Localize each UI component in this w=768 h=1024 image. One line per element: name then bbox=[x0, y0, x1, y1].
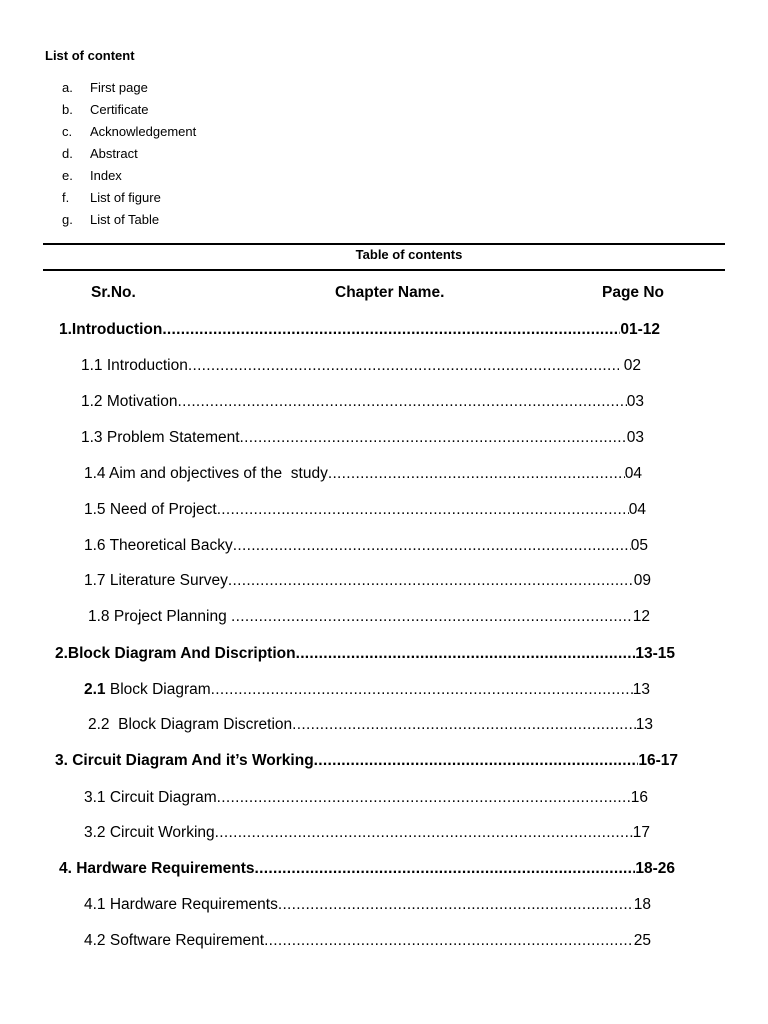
toc-entry-title bbox=[81, 392, 178, 412]
toc-entry-text: 1.4 Aim and objectives of the study bbox=[84, 465, 328, 482]
toc-entry-page: 03 bbox=[626, 393, 644, 410]
toc-entry-page: 25 bbox=[633, 932, 651, 949]
dot-leader bbox=[264, 931, 634, 951]
toc-entry-title bbox=[88, 715, 292, 735]
list-item bbox=[62, 124, 196, 146]
toc-entry-text: 3. Circuit Diagram And it’s Working bbox=[55, 752, 314, 769]
column-header-chapter: Chapter Name. bbox=[335, 284, 445, 301]
toc-entry-title bbox=[55, 644, 296, 664]
toc-section-row bbox=[88, 607, 650, 627]
list-item bbox=[62, 190, 196, 212]
list-item-label: Abstract bbox=[90, 146, 138, 161]
toc-entry-page: 02 bbox=[619, 357, 641, 374]
toc-section-row bbox=[84, 823, 650, 843]
toc-chapter-row bbox=[59, 320, 660, 340]
toc-entry-page: 04 bbox=[628, 501, 646, 518]
toc-entry-page: 12 bbox=[632, 608, 650, 625]
list-item-marker: b. bbox=[62, 102, 73, 117]
list-item-label: First page bbox=[90, 80, 148, 95]
dot-leader bbox=[188, 356, 620, 376]
list-item bbox=[62, 168, 196, 190]
list-item-label: List of Table bbox=[90, 212, 160, 227]
toc-entry-text: 1.Introduction bbox=[59, 321, 163, 338]
toc-section-row bbox=[88, 715, 653, 735]
dot-leader bbox=[162, 320, 620, 340]
list-item-marker: e. bbox=[62, 168, 73, 183]
toc-entry-text: 1.3 Problem Statement bbox=[81, 429, 240, 446]
toc-section-row bbox=[84, 788, 648, 808]
toc-entry-page: 13 bbox=[632, 681, 650, 698]
dot-leader bbox=[231, 607, 633, 627]
toc-entry-page: 13-15 bbox=[635, 645, 675, 662]
table-of-contents-heading: Table of contents bbox=[355, 247, 463, 262]
toc-entry-title bbox=[81, 356, 188, 376]
toc-entry-title bbox=[84, 931, 264, 951]
toc-section-row bbox=[84, 680, 650, 700]
dot-leader bbox=[233, 536, 631, 556]
column-header-page: Page No bbox=[602, 284, 665, 301]
toc-entry-title bbox=[84, 680, 211, 700]
toc-section-row bbox=[84, 464, 642, 484]
toc-entry-page: 18 bbox=[633, 896, 651, 913]
toc-entry-title bbox=[59, 859, 255, 879]
list-item bbox=[62, 80, 196, 102]
dot-leader bbox=[217, 500, 629, 520]
toc-entry-page: 18-26 bbox=[635, 860, 675, 877]
toc-entry-page: 01-12 bbox=[620, 321, 660, 338]
dot-leader bbox=[178, 392, 627, 412]
toc-section-row bbox=[81, 392, 644, 412]
toc-section-row bbox=[81, 356, 641, 376]
toc-entry-title bbox=[55, 751, 314, 771]
dot-leader bbox=[255, 859, 636, 879]
dot-leader bbox=[228, 571, 634, 591]
toc-section-row bbox=[84, 931, 651, 951]
toc-entry-text: 1.6 Theoretical Backy bbox=[84, 537, 233, 554]
top-rule bbox=[43, 243, 725, 245]
toc-chapter-row bbox=[55, 644, 675, 664]
toc-entry-text: 4.2 Software Requirement bbox=[84, 932, 265, 949]
toc-entry-title bbox=[59, 320, 162, 340]
dot-leader bbox=[292, 715, 636, 735]
dot-leader bbox=[278, 895, 634, 915]
toc-section-row bbox=[84, 500, 646, 520]
toc-entry-page: 13 bbox=[635, 716, 653, 733]
toc-entry-page: 16-17 bbox=[638, 752, 678, 769]
toc-entry-page: 04 bbox=[624, 465, 642, 482]
toc-entry-text: 2.Block Diagram And Discription bbox=[55, 645, 296, 662]
toc-entry-title bbox=[84, 571, 228, 591]
dot-leader bbox=[240, 428, 627, 448]
toc-entry-page: 09 bbox=[633, 572, 651, 589]
toc-entry-text: 1.2 Motivation bbox=[81, 393, 178, 410]
toc-entry-title bbox=[84, 895, 278, 915]
toc-entry-text: 1.7 Literature Survey bbox=[84, 572, 228, 589]
list-item-marker: c. bbox=[62, 124, 73, 139]
toc-entry-text: Block Diagram bbox=[105, 681, 211, 698]
toc-section-row bbox=[84, 571, 651, 591]
list-item-label: Acknowledgement bbox=[90, 124, 197, 139]
toc-chapter-row bbox=[59, 859, 675, 879]
toc-entry-text: 3.1 Circuit Diagram bbox=[84, 789, 217, 806]
dot-leader bbox=[296, 644, 636, 664]
dot-leader bbox=[215, 823, 633, 843]
toc-entry-text: 1.5 Need of Project bbox=[84, 501, 217, 518]
list-item-label: List of figure bbox=[90, 190, 161, 205]
column-header-srno: Sr.No. bbox=[91, 284, 136, 301]
list-item-marker: d. bbox=[62, 146, 73, 161]
list-of-content-heading: List of content bbox=[45, 48, 135, 63]
toc-section-row bbox=[84, 895, 651, 915]
bottom-rule bbox=[43, 269, 725, 271]
list-item-label: Certificate bbox=[90, 102, 149, 117]
dot-leader bbox=[328, 464, 625, 484]
toc-entry-page: 05 bbox=[630, 537, 648, 554]
toc-entry-text: 4.1 Hardware Requirements bbox=[84, 896, 278, 913]
toc-entry-text: 3.2 Circuit Working bbox=[84, 824, 215, 841]
list-item bbox=[62, 146, 196, 168]
list-item bbox=[62, 102, 196, 124]
list-item-marker: f. bbox=[62, 190, 70, 205]
dot-leader bbox=[314, 751, 639, 771]
toc-entry-title bbox=[84, 500, 217, 520]
toc-chapter-row bbox=[55, 751, 678, 771]
toc-entry-title bbox=[81, 428, 240, 448]
toc-entry-title bbox=[88, 607, 231, 627]
dot-leader bbox=[217, 788, 631, 808]
toc-entry-number: 2.1 bbox=[84, 681, 106, 698]
dot-leader bbox=[211, 680, 633, 700]
toc-entry-title bbox=[84, 536, 233, 556]
toc-entry-page: 16 bbox=[630, 789, 648, 806]
toc-entry-page: 17 bbox=[632, 824, 650, 841]
toc-entry-text: 1.8 Project Planning bbox=[88, 608, 232, 625]
toc-section-row bbox=[81, 428, 644, 448]
list-item bbox=[62, 212, 196, 234]
list-of-content bbox=[62, 80, 196, 234]
toc-entry-title bbox=[84, 823, 215, 843]
toc-entry-title bbox=[84, 464, 328, 484]
list-item-label: Index bbox=[90, 168, 122, 183]
list-item-marker: g. bbox=[62, 212, 73, 227]
toc-entry-page: 03 bbox=[626, 429, 644, 446]
toc-entry-text: 1.1 Introduction bbox=[81, 357, 188, 374]
toc-entry-title bbox=[84, 788, 217, 808]
toc-section-row bbox=[84, 536, 648, 556]
list-item-marker: a. bbox=[62, 80, 73, 95]
toc-entry-text: 4. Hardware Requirements bbox=[59, 860, 255, 877]
toc-entry-text: 2.2 Block Diagram Discretion bbox=[88, 716, 293, 733]
